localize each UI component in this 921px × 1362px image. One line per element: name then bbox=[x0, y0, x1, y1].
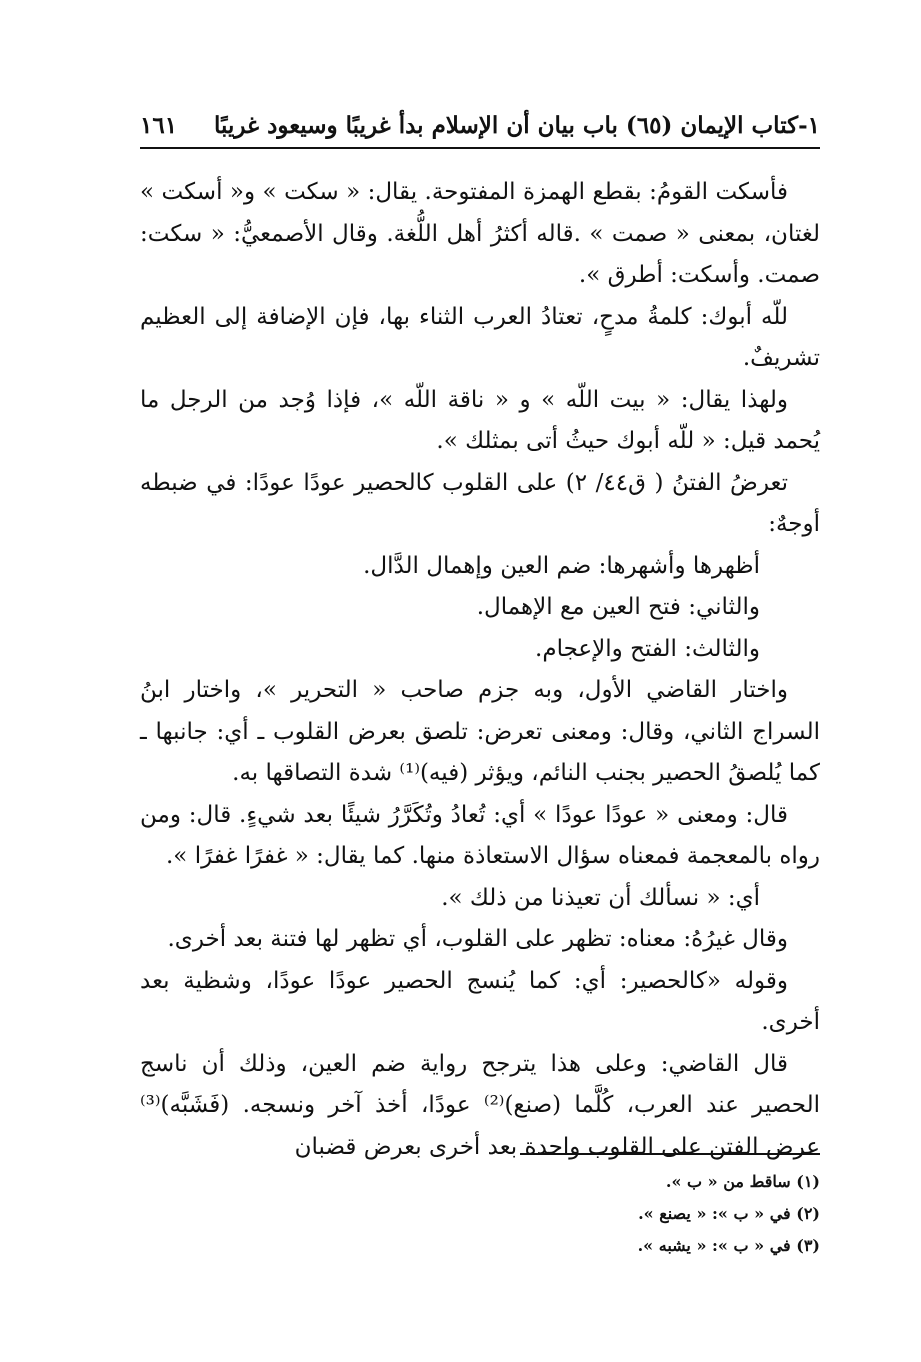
paragraph: والثاني: فتح العين مع الإهمال. bbox=[476, 594, 760, 620]
footnotes bbox=[520, 1166, 820, 1262]
paragraph: قال القاضي: وعلى هذا يترجح رواية ضم العين، وذلك أن ناسج الحصير عند العرب، كُلَّما (صنع)⁽²⁾ عودًا، أخذ آخر ونسجه. (فَشَبَّه)⁽³⁾ عرض الفتن على القلوب واحدة بعد أخرى بعرض قضبان bbox=[140, 1050, 820, 1160]
paragraph: وقوله «كالحصير: أي: كما يُنسج الحصير عودًا عودًا، وشظية بعد أخرى. bbox=[140, 967, 820, 1035]
running-header bbox=[140, 112, 820, 149]
footnote: (٢) في « ب »: « يصنع ». bbox=[638, 1204, 820, 1223]
paragraph: أظهرها وأشهرها: ضم العين وإهمال الدَّال. bbox=[363, 552, 760, 579]
footnote-divider bbox=[520, 1153, 820, 1155]
page-number: ١٦١ bbox=[140, 112, 178, 139]
paragraph: وقال غيرُهُ: معناه: تظهر على القلوب، أي تظهر لها فتنة بعد أخرى. bbox=[167, 926, 788, 952]
paragraph: والثالث: الفتح والإعجام. bbox=[535, 635, 760, 662]
paragraph: واختار القاضي الأول، وبه جزم صاحب « التحرير »، واختار ابنُ السراج الثاني، وقال: ومعنى تعرض: تلصق بعرض القلوب ـ أي: جانبها ـ كما يُلصقُ الحصير بجنب النائم، ويؤثر (فيه)⁽¹⁾ شدة التصاقها به. bbox=[140, 677, 820, 786]
footnote: (١) ساقط من « ب ». bbox=[665, 1172, 820, 1191]
main-text bbox=[140, 172, 820, 1168]
header-title: ١-كتاب الإيمان (٦٥) باب بيان أن الإسلام بدأ غريبًا وسيعود غريبًا bbox=[214, 112, 820, 139]
paragraph: ولهذا يقال: « بيت اللّه » و « ناقة اللّه »، فإذا وُجد من الرجل ما يُحمد قيل: « للّه أبوك حيثُ أتى بمثلك ». bbox=[140, 386, 820, 454]
paragraph: للّه أبوك: كلمةُ مدحٍ، تعتادُ العرب الثناء بها، فإن الإضافة إلى العظيم تشريفٌ. bbox=[140, 303, 820, 371]
paragraph: تعرضُ الفتنُ ( ق٤٤/ ٢) على القلوب كالحصير عودًا عودًا: في ضبطه أوجهٌ: bbox=[140, 469, 820, 537]
paragraph: فأسكت القومُ: بقطع الهمزة المفتوحة. يقال: « سكت » و« أسكت » لغتان، بمعنى « صمت » .قاله أكثرُ أهل اللُّغة. وقال الأصمعيُّ: « سكت: صمت. وأسكت: أطرق ». bbox=[140, 179, 820, 288]
paragraph: أي: « نسألك أن تعيذنا من ذلك ». bbox=[441, 884, 760, 911]
paragraph: قال: ومعنى « عودًا عودًا » أي: تُعادُ وتُكَرَّرُ شيئًا بعد شيءٍ. قال: ومن رواه بالمعجمة فمعناه سؤال الاستعاذة منها. كما يقال: « غفرًا غفرًا ». bbox=[140, 801, 820, 869]
footnote: (٣) في « ب »: « يشبه ». bbox=[637, 1236, 820, 1255]
